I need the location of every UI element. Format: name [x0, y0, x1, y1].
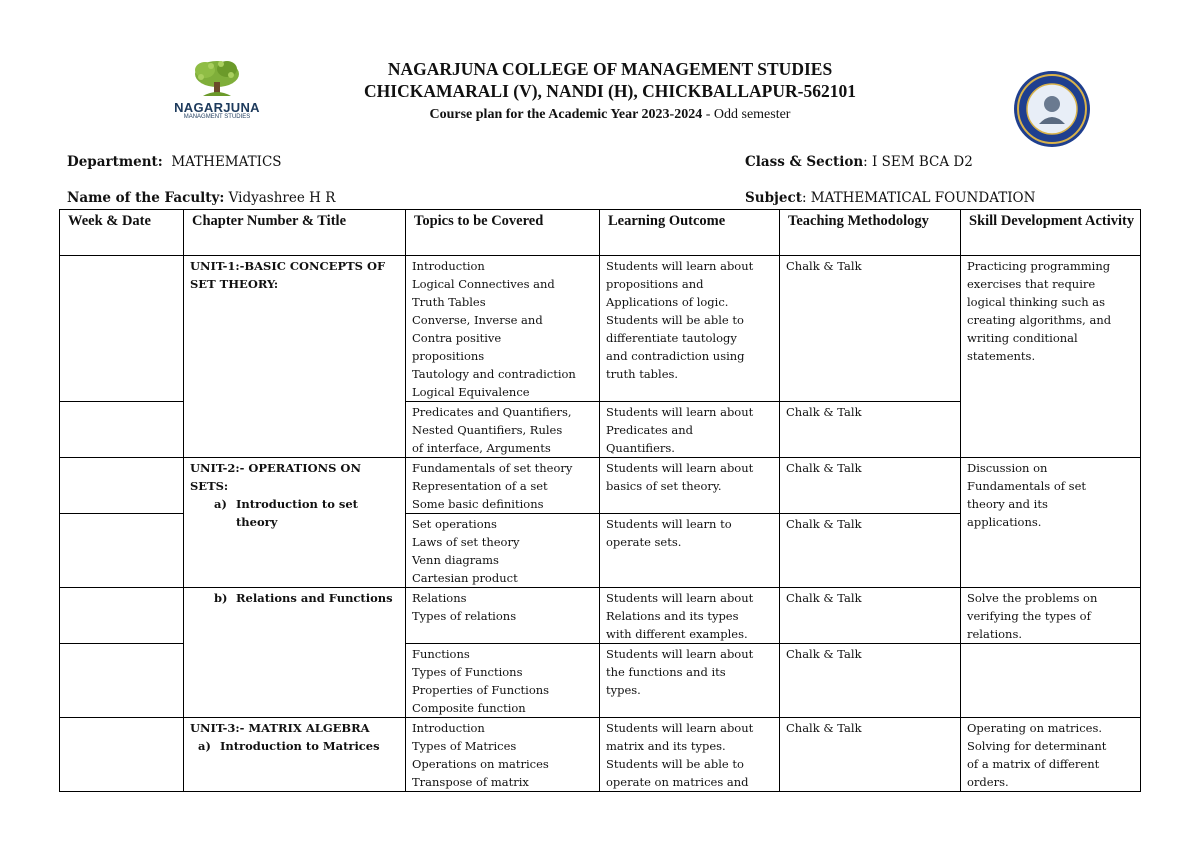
topic-line: Functions: [412, 647, 470, 661]
topic-line: propositions: [412, 349, 485, 363]
outcome-line: differentiate tautology: [606, 331, 737, 345]
skill-line: of a matrix of different: [967, 757, 1100, 771]
chapter-cell: [184, 256, 406, 458]
subtopic-title: Relations and Functions: [236, 591, 393, 605]
week-cell: [60, 458, 184, 514]
skill-line: orders.: [967, 775, 1009, 789]
subject-label: Subject: [745, 190, 802, 206]
chapter-cell: [184, 588, 406, 718]
outcome-line: Students will learn about: [606, 259, 754, 273]
skill-line: writing conditional: [967, 331, 1078, 345]
methodology-cell: Chalk & Talk: [780, 514, 961, 588]
college-address: CHICKAMARALI (V), NANDI (H), CHICKBALLAPUR-562101: [364, 81, 856, 101]
outcome-line: truth tables.: [606, 367, 679, 381]
skill-cell: [961, 588, 1141, 644]
subject-line: [745, 190, 1035, 206]
topic-line: Truth Tables: [412, 295, 486, 309]
unit2-title: UNIT-2:- OPERATIONS ON SETS:: [190, 461, 361, 493]
topic-line: Relations: [412, 591, 467, 605]
skill-line: logical thinking such as: [967, 295, 1106, 309]
faculty-value: Vidyashree H R: [224, 190, 336, 206]
table-row: [60, 256, 1141, 402]
department-line: [67, 154, 282, 170]
outcome-cell: [600, 644, 780, 718]
topic-line: Operations on matrices: [412, 757, 549, 771]
topic-line: Some basic definitions: [412, 497, 544, 511]
course-plan-table: [59, 209, 1141, 792]
week-cell: [60, 644, 184, 718]
outcome-cell: [600, 402, 780, 458]
header-topics: Topics to be Covered: [406, 210, 600, 256]
header-methodology: Teaching Methodology: [780, 210, 961, 256]
topics-cell: [406, 514, 600, 588]
topic-line: Representation of a set: [412, 479, 548, 493]
outcome-line: basics of set theory.: [606, 479, 722, 493]
topic-line: Introduction: [412, 721, 485, 735]
skill-line: statements.: [967, 349, 1036, 363]
topic-line: Tautology and contradiction: [412, 367, 576, 381]
methodology-cell: Chalk & Talk: [780, 644, 961, 718]
outcome-line: types.: [606, 683, 641, 697]
outcome-line: Relations and its types: [606, 609, 739, 623]
topic-line: of interface, Arguments: [412, 441, 551, 455]
class-label: Class & Section: [745, 154, 864, 170]
skill-line: theory and its: [967, 497, 1048, 511]
unit1-title: UNIT-1:-BASIC CONCEPTS OF SET THEORY:: [190, 259, 386, 291]
class-line: [745, 154, 973, 170]
topic-line: Types of Functions: [412, 665, 523, 679]
outcome-cell: [600, 588, 780, 644]
outcome-line: Quantifiers.: [606, 441, 675, 455]
skill-cell: [961, 256, 1141, 458]
outcome-line: Students will learn about: [606, 461, 754, 475]
header-chapter: Chapter Number & Title: [184, 210, 406, 256]
table-header-row: [60, 210, 1141, 256]
table-row: [60, 588, 1141, 644]
chapter-cell: [184, 458, 406, 588]
topic-line: Fundamentals of set theory: [412, 461, 573, 475]
unit3-title: UNIT-3:- MATRIX ALGEBRA: [190, 721, 370, 735]
skill-line: applications.: [967, 515, 1042, 529]
topic-line: Set operations: [412, 517, 497, 531]
subtopic-label: b): [214, 591, 228, 605]
logo-subtitle: MANAGMENT STUDIES: [183, 114, 251, 120]
week-cell: [60, 402, 184, 458]
topic-line: Contra positive: [412, 331, 502, 345]
skill-line: Fundamentals of set: [967, 479, 1087, 493]
course-plan-title: [300, 102, 920, 128]
skill-line: Discussion on: [967, 461, 1048, 475]
faculty-line: [67, 190, 335, 206]
subtopic-label: a): [198, 739, 211, 753]
subtopic-title: Introduction to Matrices: [220, 739, 380, 753]
topic-line: Introduction: [412, 259, 485, 273]
topic-line: Venn diagrams: [412, 553, 499, 567]
table-row: [60, 718, 1141, 792]
topic-line: Types of Matrices: [412, 739, 517, 753]
methodology-cell: Chalk & Talk: [780, 458, 961, 514]
topics-cell: [406, 256, 600, 402]
skill-line: creating algorithms, and: [967, 313, 1112, 327]
outcome-line: the functions and its: [606, 665, 726, 679]
skill-cell: [961, 644, 1141, 718]
outcome-cell: [600, 256, 780, 402]
document-header: [300, 58, 920, 128]
topic-line: Converse, Inverse and: [412, 313, 543, 327]
course-plan-year: Course plan for the Academic Year 2023-2024: [429, 107, 703, 122]
unit2-subtopic-b: [214, 589, 401, 607]
methodology-cell: Chalk & Talk: [780, 588, 961, 644]
outcome-line: operate sets.: [606, 535, 682, 549]
tree-icon: [163, 58, 271, 102]
header-outcome: Learning Outcome: [600, 210, 780, 256]
course-plan-semester: - Odd semester: [702, 107, 791, 122]
skill-line: Operating on matrices.: [967, 721, 1103, 735]
topic-line: Transpose of matrix: [412, 775, 529, 789]
outcome-line: propositions and: [606, 277, 704, 291]
skill-line: Solve the problems on: [967, 591, 1098, 605]
seal-icon: [1013, 70, 1091, 148]
outcome-cell: [600, 514, 780, 588]
outcome-cell: [600, 458, 780, 514]
skill-cell: [961, 458, 1141, 588]
topics-cell: [406, 402, 600, 458]
outcome-line: Students will learn about: [606, 591, 754, 605]
chapter-cell: [184, 718, 406, 792]
unit2-subtopic-a: [214, 495, 401, 531]
skill-line: Solving for determinant: [967, 739, 1107, 753]
college-logo: [163, 58, 271, 124]
outcome-line: Students will learn to: [606, 517, 732, 531]
skill-line: relations.: [967, 627, 1023, 641]
faculty-label: Name of the Faculty:: [67, 190, 225, 206]
week-cell: [60, 514, 184, 588]
outcome-line: matrix and its types.: [606, 739, 726, 753]
topic-line: Properties of Functions: [412, 683, 550, 697]
outcome-cell: [600, 718, 780, 792]
university-seal: [1013, 70, 1091, 148]
topics-cell: [406, 718, 600, 792]
outcome-line: Students will be able to: [606, 313, 744, 327]
outcome-line: with different examples.: [606, 627, 748, 641]
skill-cell: [961, 718, 1141, 792]
topic-line: Logical Connectives and: [412, 277, 555, 291]
topic-line: Nested Quantifiers, Rules: [412, 423, 563, 437]
unit3-subtopic-a: [198, 737, 401, 755]
outcome-line: Predicates and: [606, 423, 693, 437]
header-skill: Skill Development Activity: [961, 210, 1141, 256]
logo-name: NAGARJUNA: [174, 100, 260, 115]
topics-cell: [406, 458, 600, 514]
methodology-cell: Chalk & Talk: [780, 402, 961, 458]
outcome-line: Students will learn about: [606, 721, 754, 735]
outcome-line: Students will learn about: [606, 405, 754, 419]
week-cell: [60, 588, 184, 644]
outcome-line: operate on matrices and: [606, 775, 749, 789]
subtopic-label: a): [214, 497, 227, 511]
week-cell: [60, 718, 184, 792]
topic-line: Predicates and Quantifiers,: [412, 405, 572, 419]
outcome-line: Students will learn about: [606, 647, 754, 661]
methodology-cell: Chalk & Talk: [780, 718, 961, 792]
topics-cell: [406, 644, 600, 718]
subject-value: : MATHEMATICAL FOUNDATION: [801, 190, 1036, 206]
topic-line: Types of relations: [412, 609, 517, 623]
topics-cell: [406, 588, 600, 644]
table-row: [60, 458, 1141, 514]
department-label: Department:: [67, 154, 163, 170]
topic-line: Cartesian product: [412, 571, 518, 585]
header-week: Week & Date: [60, 210, 184, 256]
topic-line: Composite function: [412, 701, 526, 715]
skill-line: verifying the types of: [967, 609, 1091, 623]
department-value: MATHEMATICS: [171, 154, 282, 170]
class-value: : I SEM BCA D2: [863, 154, 973, 170]
outcome-line: and contradiction using: [606, 349, 745, 363]
topic-line: Logical Equivalence: [412, 385, 530, 399]
week-cell: [60, 256, 184, 402]
skill-line: Practicing programming: [967, 259, 1111, 273]
topic-line: Laws of set theory: [412, 535, 520, 549]
outcome-line: Students will be able to: [606, 757, 744, 771]
college-name: NAGARJUNA COLLEGE OF MANAGEMENT STUDIES: [387, 59, 833, 79]
outcome-line: Applications of logic.: [606, 295, 729, 309]
subtopic-title: Introduction to set theory: [236, 497, 358, 529]
skill-line: exercises that require: [967, 277, 1096, 291]
methodology-cell: Chalk & Talk: [780, 256, 961, 402]
